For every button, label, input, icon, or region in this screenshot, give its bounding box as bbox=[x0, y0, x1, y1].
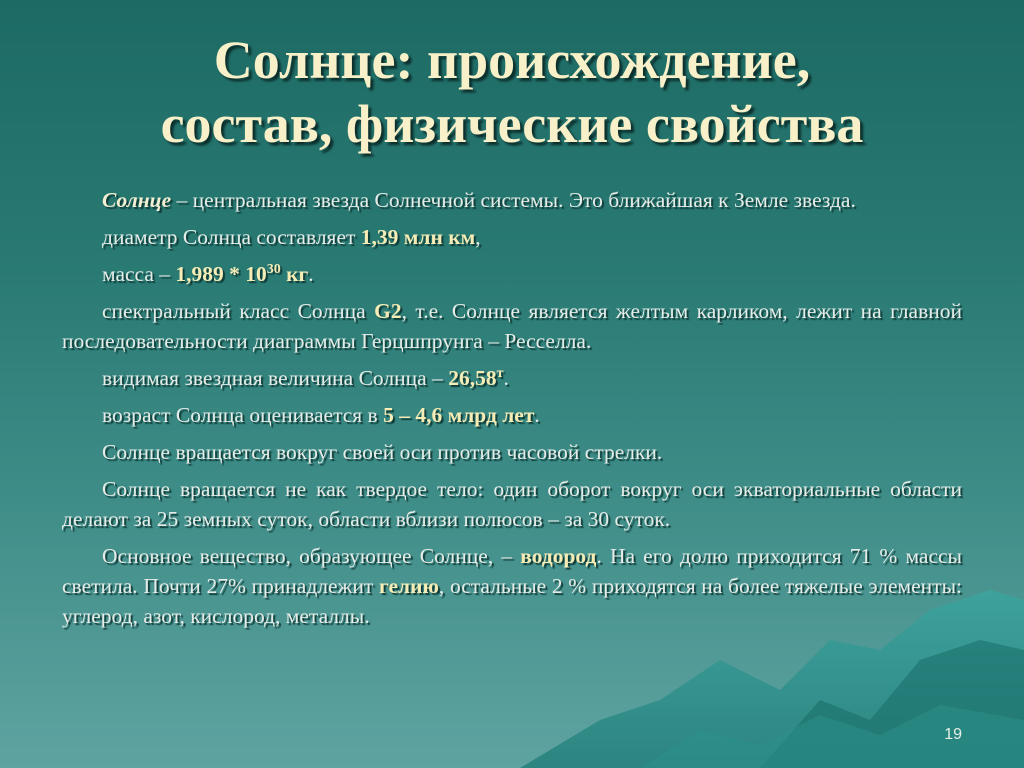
paragraph-definition bbox=[62, 185, 962, 215]
diameter-value: 1,39 млн км bbox=[360, 225, 476, 249]
magnitude-label: видимая звездная величина Солнца – bbox=[102, 366, 449, 390]
magnitude-number: 26,58 bbox=[448, 366, 497, 390]
mass-mantissa: 1,989 * 10 bbox=[175, 262, 267, 286]
spectral-value: G2 bbox=[374, 299, 402, 323]
title-line-2: состав, физические свойства bbox=[160, 94, 864, 154]
slide-title bbox=[40, 28, 984, 156]
spectral-text: , т.е. Солнце является желтым карликом, лежит на главной последовательности диаграммы Герцшпрунга – Ресселла. bbox=[62, 299, 962, 353]
paragraph-spectral-class bbox=[62, 296, 962, 356]
paragraph-mass bbox=[62, 259, 962, 289]
diameter-label: диаметр Солнца составляет bbox=[102, 225, 361, 249]
age-label: возраст Солнца оценивается в bbox=[102, 403, 384, 427]
paragraph-age bbox=[62, 400, 962, 430]
paragraph-rotation-direction: Солнце вращается вокруг своей оси против часовой стрелки. bbox=[102, 440, 663, 464]
paragraph-differential-rotation: Солнце вращается не как твердое тело: один оборот вокруг оси экваториальные области делают за 25 земных суток, области вблизи полюсов – за 30 суток. bbox=[62, 477, 962, 531]
composition-text-a: Основное вещество, образующее Солнце, – bbox=[102, 544, 521, 568]
term-sun: Солнце bbox=[102, 188, 172, 212]
magnitude-value bbox=[448, 366, 503, 390]
magnitude-superscript: т bbox=[496, 365, 504, 381]
slide-body bbox=[62, 185, 962, 638]
composition-text-c: , остальные 2 % приходятся на более тяжелые элементы: углерод, азот, кислород, металлы. bbox=[62, 574, 962, 628]
helium-highlight: гелию bbox=[378, 574, 439, 598]
paragraph-magnitude bbox=[62, 363, 962, 393]
age-value: 5 – 4,6 млрд лет bbox=[383, 403, 535, 427]
page-number: 19 bbox=[944, 726, 962, 743]
magnitude-post: . bbox=[503, 366, 509, 390]
spectral-label: спектральный класс Солнца bbox=[102, 299, 375, 323]
definition-text: – центральная звезда Солнечной системы. Это ближайшая к Земле звезда. bbox=[171, 188, 856, 212]
mass-unit: кг bbox=[280, 262, 309, 286]
composition-text-b: . На его долю приходится 71 % массы светила. Почти 27% принадлежит bbox=[62, 544, 962, 598]
mass-label: масса – bbox=[102, 262, 176, 286]
paragraph-composition bbox=[62, 541, 962, 631]
mass-post: . bbox=[308, 262, 314, 286]
age-post: . bbox=[534, 403, 540, 427]
paragraph-diameter bbox=[62, 222, 962, 252]
mass-exponent: 30 bbox=[266, 261, 281, 277]
diameter-post: , bbox=[475, 225, 481, 249]
hydrogen-highlight: водород bbox=[520, 544, 597, 568]
mass-value bbox=[175, 262, 308, 286]
title-line-1: Солнце: происхождение, bbox=[213, 30, 811, 90]
